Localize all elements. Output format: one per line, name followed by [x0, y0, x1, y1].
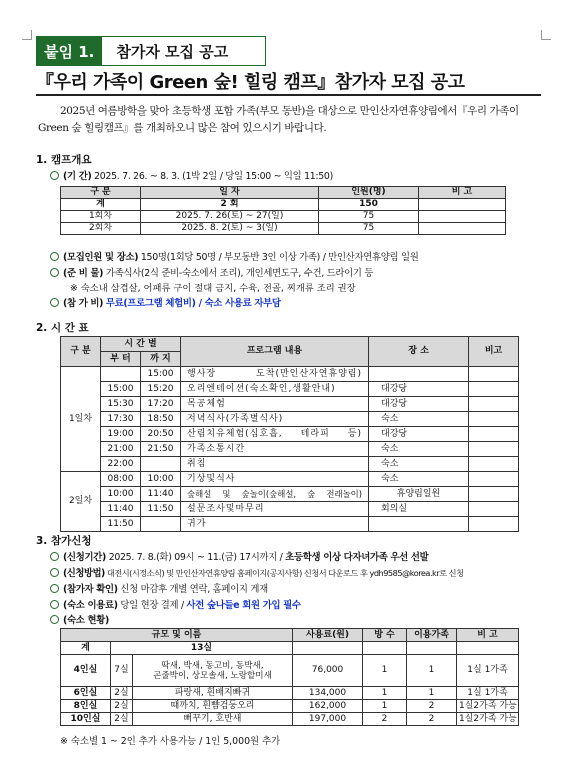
period-line: (기 간) 2025. 7. 26. ~ 8. 3. (1박 2일 / 당일 15:00 ~ 익일 11:50) [50, 168, 333, 182]
table-row: 22:00 취침 숙소 [61, 457, 519, 472]
section-3-heading: 3. 참가신청 [36, 535, 92, 547]
circle-bullet-icon [50, 171, 59, 180]
prep-line: (준 비 물) 가족식사(2식 준비-숙소에서 조리), 개인세면도구, 수건, 드라이기 등 [50, 265, 373, 279]
lodge-fee-line: (숙소 이용료) 당일 현장 결제 / 사전 숲나들e 회원 가입 필수 [50, 597, 301, 611]
table-row: 2일차 08:00 10:00 기상및식사 숙소 [61, 472, 519, 487]
table-row: 10인실 2실 뻐꾸기, 호반새 197,000 2 2 1실2가족 가능 [61, 713, 519, 726]
circle-bullet-icon [50, 552, 59, 561]
circle-bullet-icon [50, 600, 59, 609]
circle-bullet-icon [50, 268, 59, 277]
table-row: 11:50 귀가 [61, 517, 519, 532]
circle-bullet-icon [50, 252, 59, 261]
table-row: 17:30 18:50 저녁식사(가족별식사) 숙소 [61, 412, 519, 427]
circle-bullet-icon [50, 584, 59, 593]
day2-label: 2일차 [61, 472, 101, 532]
intro-paragraph: 2025년 여름방학을 맞아 초등학생 포함 가족(부모 동반)을 대상으로 만인산자연휴양림에서『우리 가족이 Green 숲 힐링캠프』를 개최하오니 많은 참여 있으시기 바랍니다. [38, 105, 519, 134]
table-row: 21:00 21:50 가족소통시간 숙소 [61, 442, 519, 457]
table-header-row: 구 분 시 간 별 프로그램 내용 장 소 비고 [61, 337, 519, 352]
circle-bullet-icon [50, 298, 59, 307]
table-header-row: 부 터 까 지 [61, 352, 519, 367]
header-title: 참가자 모집 공고 [102, 36, 266, 66]
method-line: (신청방법) 대전시(시정소식) 및 만인산자연휴양림 홈페이지(공지사항) 신청서 다운로드 후 ydh9585@korea.kr로 신청 [50, 565, 464, 579]
section-2-heading: 2. 시 간 표 [36, 322, 89, 334]
people-line: (모집인원 및 장소) 150명(1회당 50명 / 부모동반 3인 이상 가족) / 만인산자연휴양림 일원 [50, 249, 419, 263]
table-header-row: 구 분 일 자 인원(명) 비 고 [61, 187, 506, 199]
corner-mark-right [541, 30, 551, 40]
table-row: 15:00 15:20 오리엔테이션(숙소확인,생활안내) 대강당 [61, 382, 519, 397]
table-header-row: 규모 및 이름 사용료(원) 방 수 이용가족 비 고 [61, 629, 519, 642]
header [36, 36, 266, 66]
table-row: 1회차 2025. 7. 26(토) ~ 27(일) 75 [61, 211, 506, 223]
confirm-line: (참가자 확인) 신청 마감후 개별 연락, 홈페이지 게재 [50, 581, 268, 595]
table-row: 15:30 17:20 목공체험 대강당 [61, 397, 519, 412]
table-row: 19:00 20:50 산림치유체험(심호흡, 테라피 등) 대강당 [61, 427, 519, 442]
circle-bullet-icon [50, 568, 59, 577]
title-divider [36, 94, 541, 96]
attachment-badge: 붙임 1. [36, 36, 102, 66]
table-row: 계 13실 [61, 642, 519, 655]
lodging-table [60, 628, 519, 726]
table-row: 계 2 회 150 [61, 199, 506, 211]
table-row: 1일차 15:00 행사장 도착(만인산자연휴양림) [61, 367, 519, 382]
table-row: 11:40 11:50 설문조사및마무리 회의실 [61, 502, 519, 517]
lodge-status-line: (숙소 현황) [50, 612, 109, 626]
lodging-footnote: ※ 숙소별 1 ~ 2인 추가 사용가능 / 1인 5,000원 추가 [60, 736, 281, 747]
timetable [60, 336, 519, 532]
apply-period-line: (신청기간) 2025. 7. 8.(화) 09시 ~ 11.(금) 17시까지 / 초등학생 이상 다자녀가족 우선 선발 [50, 549, 428, 563]
day1-label: 1일차 [61, 367, 101, 472]
table-row: 4인실 7실 딱새, 박새, 동고비, 동박새, 곤줄박이, 상모솔새, 노랑할미새 76,000 1 1 1실 1가족 [61, 655, 519, 687]
table-row: 2회차 2025. 8. 2(토) ~ 3(일) 75 [61, 223, 506, 235]
table-row: 10:00 11:40 숲해설 및 숲놀이(숲해설, 숲 전래놀이) 휴양림일원 [61, 487, 519, 502]
prep-note: ※ 숙소내 삼겹살, 어패류 구이 절대 금지, 수육, 전골, 찌개류 조리 권장 [70, 283, 356, 294]
section-1-heading: 1. 캠프개요 [36, 154, 92, 166]
fee-line: (참 가 비) 무료(프로그램 체험비) / 숙소 사용료 자부담 [50, 295, 281, 309]
table-row: 8인실 2실 때까치, 흰뺨검둥오리 162,000 1 2 1실2가족 가능 [61, 700, 519, 713]
camp-schedule-table [60, 186, 506, 235]
circle-bullet-icon [50, 615, 59, 624]
main-title: 『우리 가족이 Green 숲! 힐링 캠프』참가자 모집 공고 [36, 72, 465, 93]
table-row: 6인실 2실 파랑새, 흰배지빠귀 134,000 1 1 1실 1가족 [61, 687, 519, 700]
corner-mark-left [22, 30, 32, 40]
